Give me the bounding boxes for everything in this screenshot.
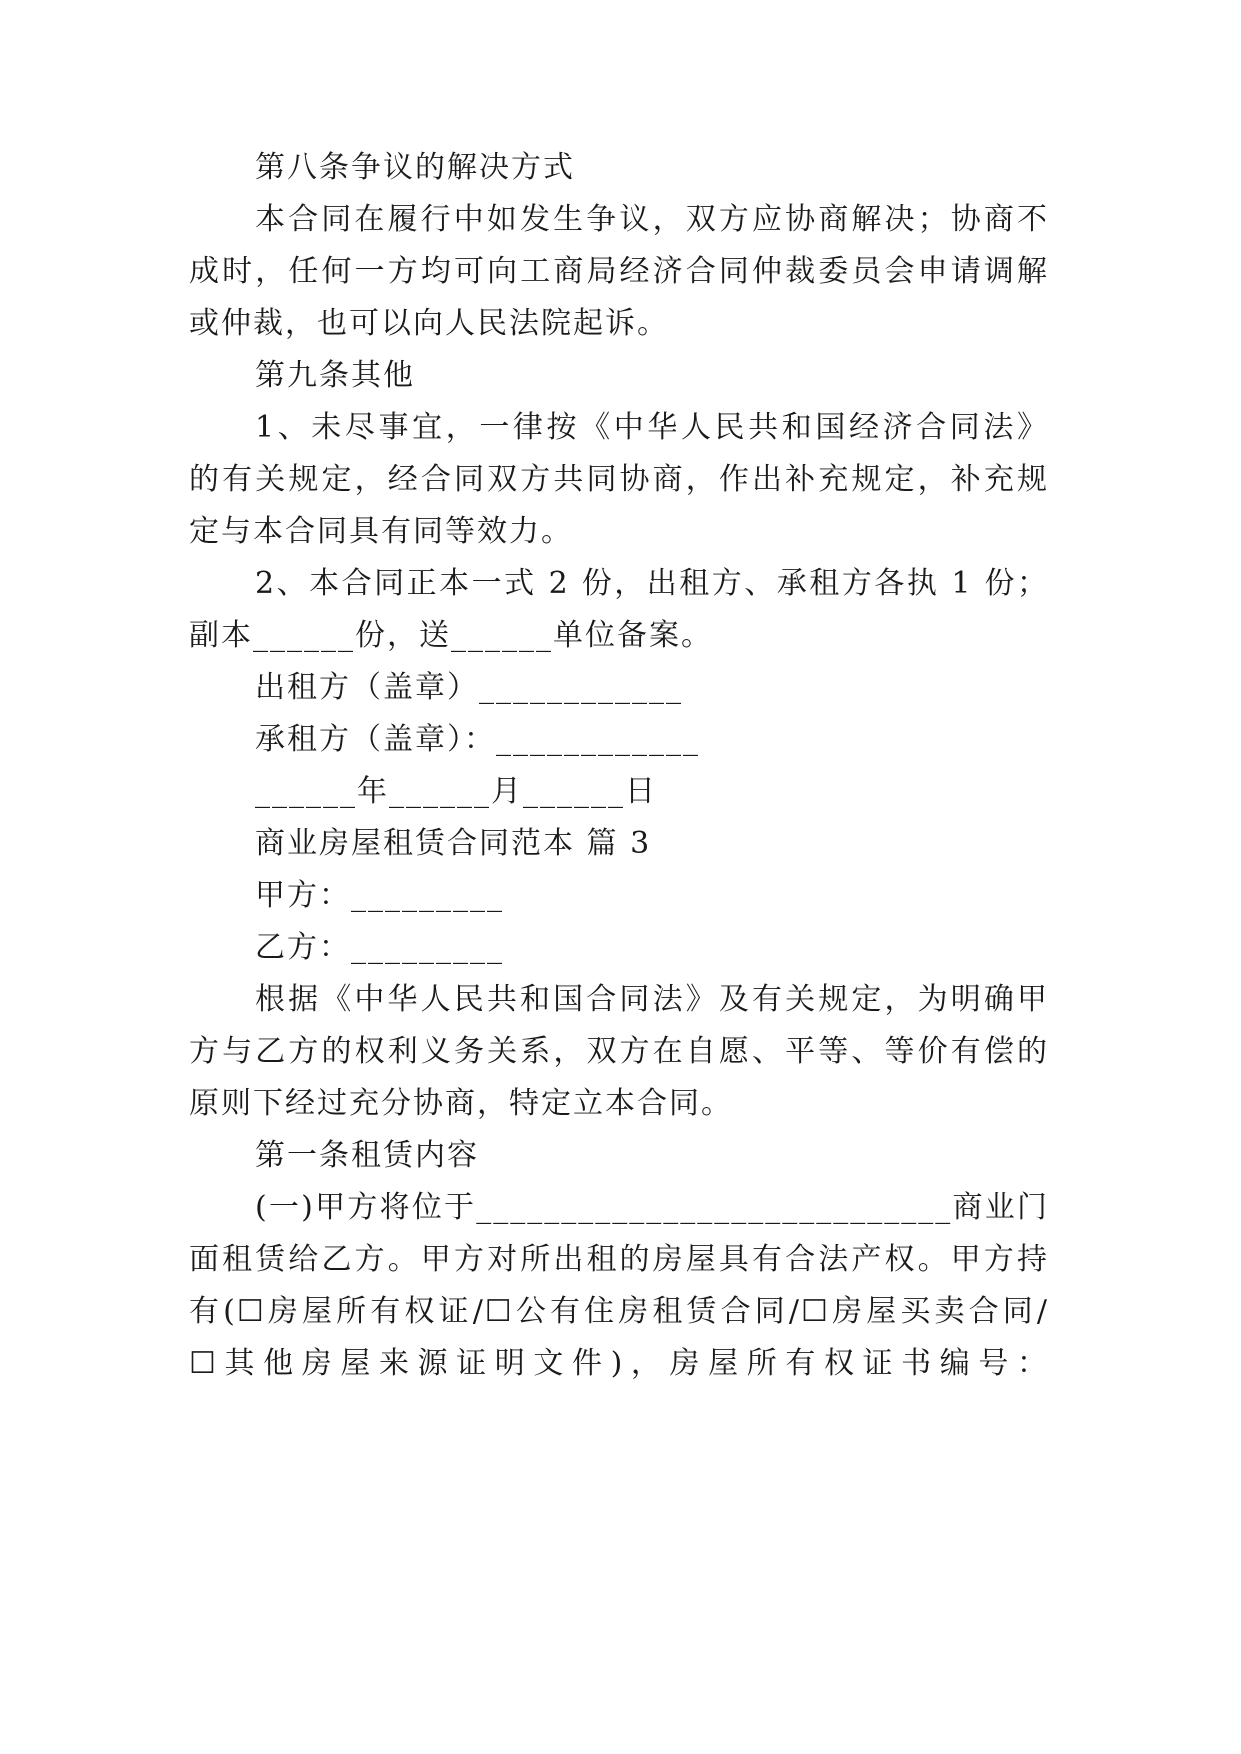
party-a-line: 甲方：_________ — [255, 878, 504, 913]
article-8-paragraph-line: 本合同在履行中如发生争议，双方应协商解决；协商不 — [255, 202, 1049, 237]
article-8-heading: 第八条争议的解决方式 — [255, 150, 575, 185]
preamble-line: 根据《中华人民共和国合同法》及有关规定，为明确甲 — [255, 982, 1049, 1017]
article-1-item-line: ☐其他房屋来源证明文件)，房屋所有权证书编号： — [189, 1346, 1049, 1381]
lessee-signature-line: 承租方（盖章）：____________ — [255, 722, 700, 757]
article-9-item-line: 定与本合同具有同等效力。 — [189, 514, 573, 549]
article-9-heading: 第九条其他 — [255, 358, 415, 393]
article-1-heading: 第一条租赁内容 — [255, 1138, 479, 1173]
preamble-line: 原则下经过充分协商，特定立本合同。 — [189, 1086, 733, 1121]
article-8-paragraph-line: 或仲裁，也可以向人民法院起诉。 — [189, 306, 669, 341]
date-line: ______年______月______日 — [255, 774, 657, 809]
lessor-signature-line: 出租方（盖章）____________ — [255, 670, 683, 705]
article-8-paragraph-line: 成时，任何一方均可向工商局经济合同仲裁委员会申请调解 — [189, 254, 1049, 289]
party-b-line: 乙方：_________ — [255, 930, 504, 965]
article-9-item-line: 副本______份，送______单位备案。 — [189, 618, 713, 653]
article-1-item-line: (一)甲方将位于____________________________商业门 — [255, 1190, 1049, 1225]
article-9-item-line: 2、本合同正本一式 2 份，出租方、承租方各执 1 份； — [255, 566, 1049, 601]
article-9-item-line: 的有关规定，经合同双方共同协商，作出补充规定，补充规 — [189, 462, 1049, 497]
article-1-item-line: 有(☐房屋所有权证/☐公有住房租赁合同/☐房屋买卖合同/ — [189, 1294, 1049, 1329]
article-1-item-line: 面租赁给乙方。甲方对所出租的房屋具有合法产权。甲方持 — [189, 1242, 1049, 1277]
preamble-line: 方与乙方的权利义务关系，双方在自愿、平等、等价有偿的 — [189, 1034, 1049, 1069]
article-9-item-line: 1、未尽事宜，一律按《中华人民共和国经济合同法》 — [255, 410, 1049, 445]
section-3-title: 商业房屋租赁合同范本 篇 3 — [255, 826, 652, 861]
